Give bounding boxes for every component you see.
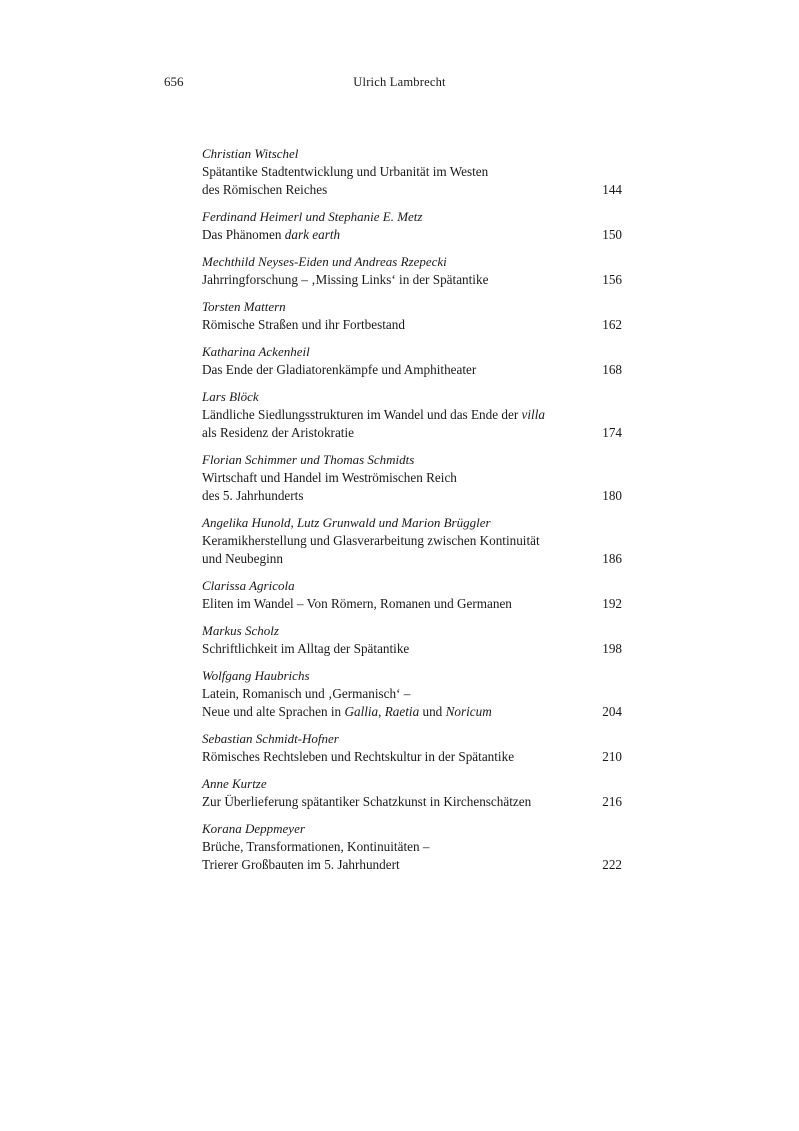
entry-page-number: 204	[602, 704, 622, 719]
entry-title-line	[202, 550, 582, 568]
title-italic-text: Gallia	[344, 704, 379, 719]
entry-title-line	[202, 406, 582, 424]
entry-title-line	[202, 487, 582, 505]
toc-entry	[202, 622, 622, 658]
entry-author: Florian Schimmer und Thomas Schmidts	[202, 452, 415, 467]
entry-page-number: 222	[602, 857, 622, 872]
entry-title	[202, 793, 598, 811]
toc-entry	[202, 298, 622, 334]
entry-title-line	[202, 793, 582, 811]
page-number: 656	[164, 74, 184, 89]
entry-title	[202, 640, 598, 658]
toc-entry	[202, 253, 622, 289]
entry-page-number: 168	[602, 362, 622, 377]
entry-author: Katharina Ackenheil	[202, 344, 310, 359]
toc-entry	[202, 514, 622, 568]
entry-page-number: 180	[602, 488, 622, 503]
title-text: und	[419, 704, 446, 719]
entry-title-line	[202, 181, 582, 199]
title-text: Römisches Rechtsleben und Rechtskultur in der Spätantike	[202, 749, 515, 764]
entry-title-line	[202, 163, 582, 181]
title-italic-text: Raetia	[384, 704, 420, 719]
title-text: Ländliche Siedlungsstrukturen im Wandel und das Ende der	[202, 407, 522, 422]
toc-entry	[202, 577, 622, 613]
entry-title-line	[202, 532, 582, 550]
entry-page-number: 210	[602, 749, 622, 764]
entry-title	[202, 271, 598, 289]
entry-title	[202, 748, 598, 766]
entry-title	[202, 316, 598, 334]
entry-page-number: 144	[602, 182, 622, 197]
entry-title	[202, 163, 598, 199]
title-text: Römische Straßen und ihr Fortbestand	[202, 317, 405, 332]
running-head: Ulrich Lambrecht	[353, 75, 446, 89]
toc-entry	[202, 820, 622, 874]
title-italic-text: dark earth	[284, 227, 341, 242]
title-text: Neue und alte Sprachen in	[202, 704, 345, 719]
entry-author: Wolfgang Haubrichs	[202, 668, 310, 683]
entry-title-line	[202, 361, 582, 379]
entry-title-line	[202, 595, 582, 613]
entry-page-number: 150	[602, 227, 622, 242]
title-text: ,	[378, 704, 385, 719]
title-text: Latein, Romanisch und ‚Germanisch‘ –	[202, 686, 411, 701]
entry-title-line	[202, 703, 582, 721]
title-italic-text: Noricum	[445, 704, 492, 719]
title-text: Brüche, Transformationen, Kontinuitäten –	[202, 839, 430, 854]
entry-title	[202, 595, 598, 613]
entry-title-line	[202, 685, 582, 703]
toc-entry	[202, 775, 622, 811]
title-text: Wirtschaft und Handel im Weströmischen Reich	[202, 470, 457, 485]
title-text: Jahrringforschung – ‚Missing Links‘ in der Spätantike	[202, 272, 489, 287]
title-text: Spätantike Stadtentwicklung und Urbanität im Westen	[202, 164, 489, 179]
title-text: Trierer Großbauten im 5. Jahrhundert	[202, 857, 400, 872]
entry-author: Anne Kurtze	[202, 776, 267, 791]
entry-title-line	[202, 271, 582, 289]
entry-title-line	[202, 838, 582, 856]
entry-author: Korana Deppmeyer	[202, 821, 305, 836]
entry-title	[202, 838, 598, 874]
entry-author: Clarissa Agricola	[202, 578, 295, 593]
entry-page-number: 174	[602, 425, 622, 440]
entry-author: Markus Scholz	[202, 623, 279, 638]
toc-entry	[202, 388, 622, 442]
entry-author: Sebastian Schmidt-Hofner	[202, 731, 339, 746]
entry-title	[202, 685, 598, 721]
entry-page-number: 192	[602, 596, 622, 611]
entry-author: Torsten Mattern	[202, 299, 286, 314]
toc-entry	[202, 343, 622, 379]
entry-page-number: 198	[602, 641, 622, 656]
title-text: Zur Überlieferung spätantiker Schatzkunst in Kirchenschätzen	[202, 794, 532, 809]
entry-title	[202, 226, 598, 244]
title-text: Das Ende der Gladiatorenkämpfe und Amphitheater	[202, 362, 477, 377]
entry-page-number: 162	[602, 317, 622, 332]
entry-title	[202, 406, 598, 442]
title-text: des 5. Jahrhunderts	[202, 488, 304, 503]
entry-title-line	[202, 424, 582, 442]
title-text: Eliten im Wandel – Von Römern, Romanen und Germanen	[202, 596, 512, 611]
title-text: des Römischen Reiches	[202, 182, 328, 197]
toc-entry	[202, 208, 622, 244]
title-italic-text: villa	[521, 407, 545, 422]
entry-title	[202, 532, 598, 568]
entry-page-number: 156	[602, 272, 622, 287]
entry-title-line	[202, 316, 582, 334]
title-text: als Residenz der Aristokratie	[202, 425, 354, 440]
toc-entry	[202, 667, 622, 721]
entry-author: Christian Witschel	[202, 146, 299, 161]
entry-title-line	[202, 469, 582, 487]
entry-title-line	[202, 640, 582, 658]
entry-author: Lars Blöck	[202, 389, 259, 404]
title-text: Das Phänomen	[202, 227, 285, 242]
title-text: Schriftlichkeit im Alltag der Spätantike	[202, 641, 410, 656]
entry-author: Angelika Hunold, Lutz Grunwald und Marion Brüggler	[202, 515, 491, 530]
entry-title-line	[202, 226, 582, 244]
entry-author: Ferdinand Heimerl und Stephanie E. Metz	[202, 209, 423, 224]
entry-title	[202, 469, 598, 505]
entry-title-line	[202, 748, 582, 766]
entry-title	[202, 361, 598, 379]
title-text: und Neubeginn	[202, 551, 283, 566]
entry-page-number: 216	[602, 794, 622, 809]
toc-entry	[202, 730, 622, 766]
title-text: Keramikherstellung und Glasverarbeitung zwischen Kontinuität	[202, 533, 540, 548]
toc-entry	[202, 145, 622, 199]
toc-entry	[202, 451, 622, 505]
table-of-contents	[202, 145, 622, 883]
entry-title-line	[202, 856, 582, 874]
entry-page-number: 186	[602, 551, 622, 566]
entry-author: Mechthild Neyses-Eiden und Andreas Rzepecki	[202, 254, 447, 269]
